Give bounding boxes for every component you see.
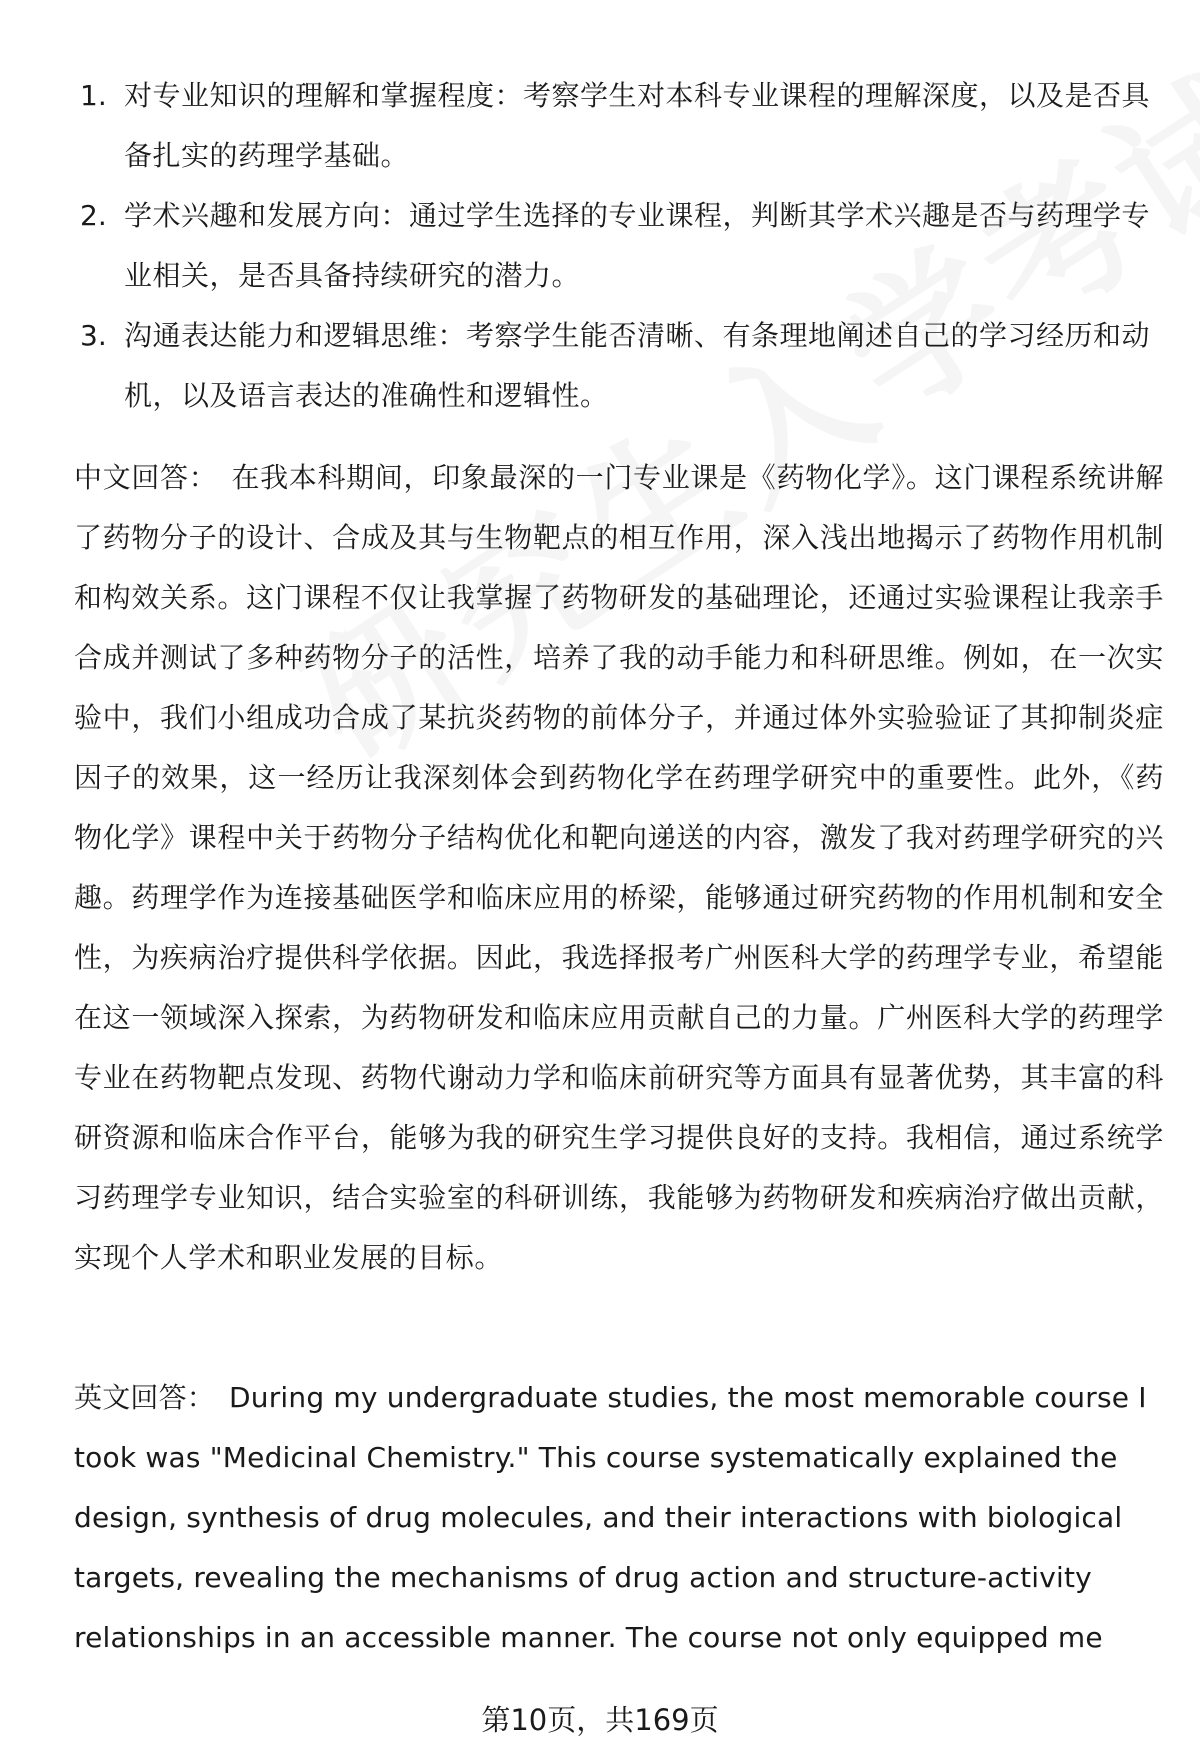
criteria-number: 1.: [80, 79, 107, 112]
criteria-number: 3.: [80, 319, 107, 352]
chinese-answer-label: 中文回答：: [74, 461, 218, 494]
criteria-item: [80, 306, 1160, 426]
english-answer-text: During my undergraduate studies, the most memorable course I took was "Medicinal Chemistry." This course systematically explained the design, synthesis of drug molecules, and their interactions with biological targets, revealing the mechanisms of drug action and structure-activity relationships in an accessible manner. The course not only equipped me: [74, 1381, 1147, 1654]
criteria-number: 2.: [80, 199, 107, 232]
evaluation-criteria-list: [80, 66, 1160, 426]
criteria-item: [80, 186, 1160, 306]
criteria-text: 对专业知识的理解和掌握程度：考察学生对本科专业课程的理解深度，以及是否具备扎实的药理学基础。: [124, 79, 1151, 172]
english-answer-label: 英文回答：: [74, 1381, 216, 1414]
chinese-answer: [74, 448, 1164, 1288]
english-answer: [74, 1368, 1164, 1668]
chinese-answer-text: 在我本科期间，印象最深的一门专业课是《药物化学》。这门课程系统讲解了药物分子的设计、合成及其与生物靶点的相互作用，深入浅出地揭示了药物作用机制和构效关系。这门课程不仅让我掌握了药物研发的基础理论，还通过实验课程让我亲手合成并测试了多种药物分子的活性，培养了我的动手能力和科研思维。例如，在一次实验中，我们小组成功合成了某抗炎药物的前体分子，并通过体外实验验证了其抑制炎症因子的效果，这一经历让我深刻体会到药物化学在药理学研究中的重要性。此外，《药物化学》课程中关于药物分子结构优化和靶向递送的内容，激发了我对药理学研究的兴趣。药理学作为连接基础医学和临床应用的桥梁，能够通过研究药物的作用机制和安全性，为疾病治疗提供科学依据。因此，我选择报考广州医科大学的药理学专业，希望能在这一领域深入探索，为药物研发和临床应用贡献自己的力量。广州医科大学的药理学专业在药物靶点发现、药物代谢动力学和临床前研究等方面具有显著优势，其丰富的科研资源和临床合作平台，能够为我的研究生学习提供良好的支持。我相信，通过系统学习药理学专业知识，结合实验室的科研训练，我能够为药物研发和疾病治疗做出贡献，实现个人学术和职业发展的目标。: [74, 461, 1164, 1274]
criteria-item: [80, 66, 1160, 186]
criteria-text: 沟通表达能力和逻辑思维：考察学生能否清晰、有条理地阐述自己的学习经历和动机，以及语言表达的准确性和逻辑性。: [124, 319, 1151, 412]
page-footer: 第10页，共169页: [481, 1703, 719, 1737]
criteria-text: 学术兴趣和发展方向：通过学生选择的专业课程，判断其学术兴趣是否与药理学专业相关，是否具备持续研究的潜力。: [124, 199, 1151, 292]
